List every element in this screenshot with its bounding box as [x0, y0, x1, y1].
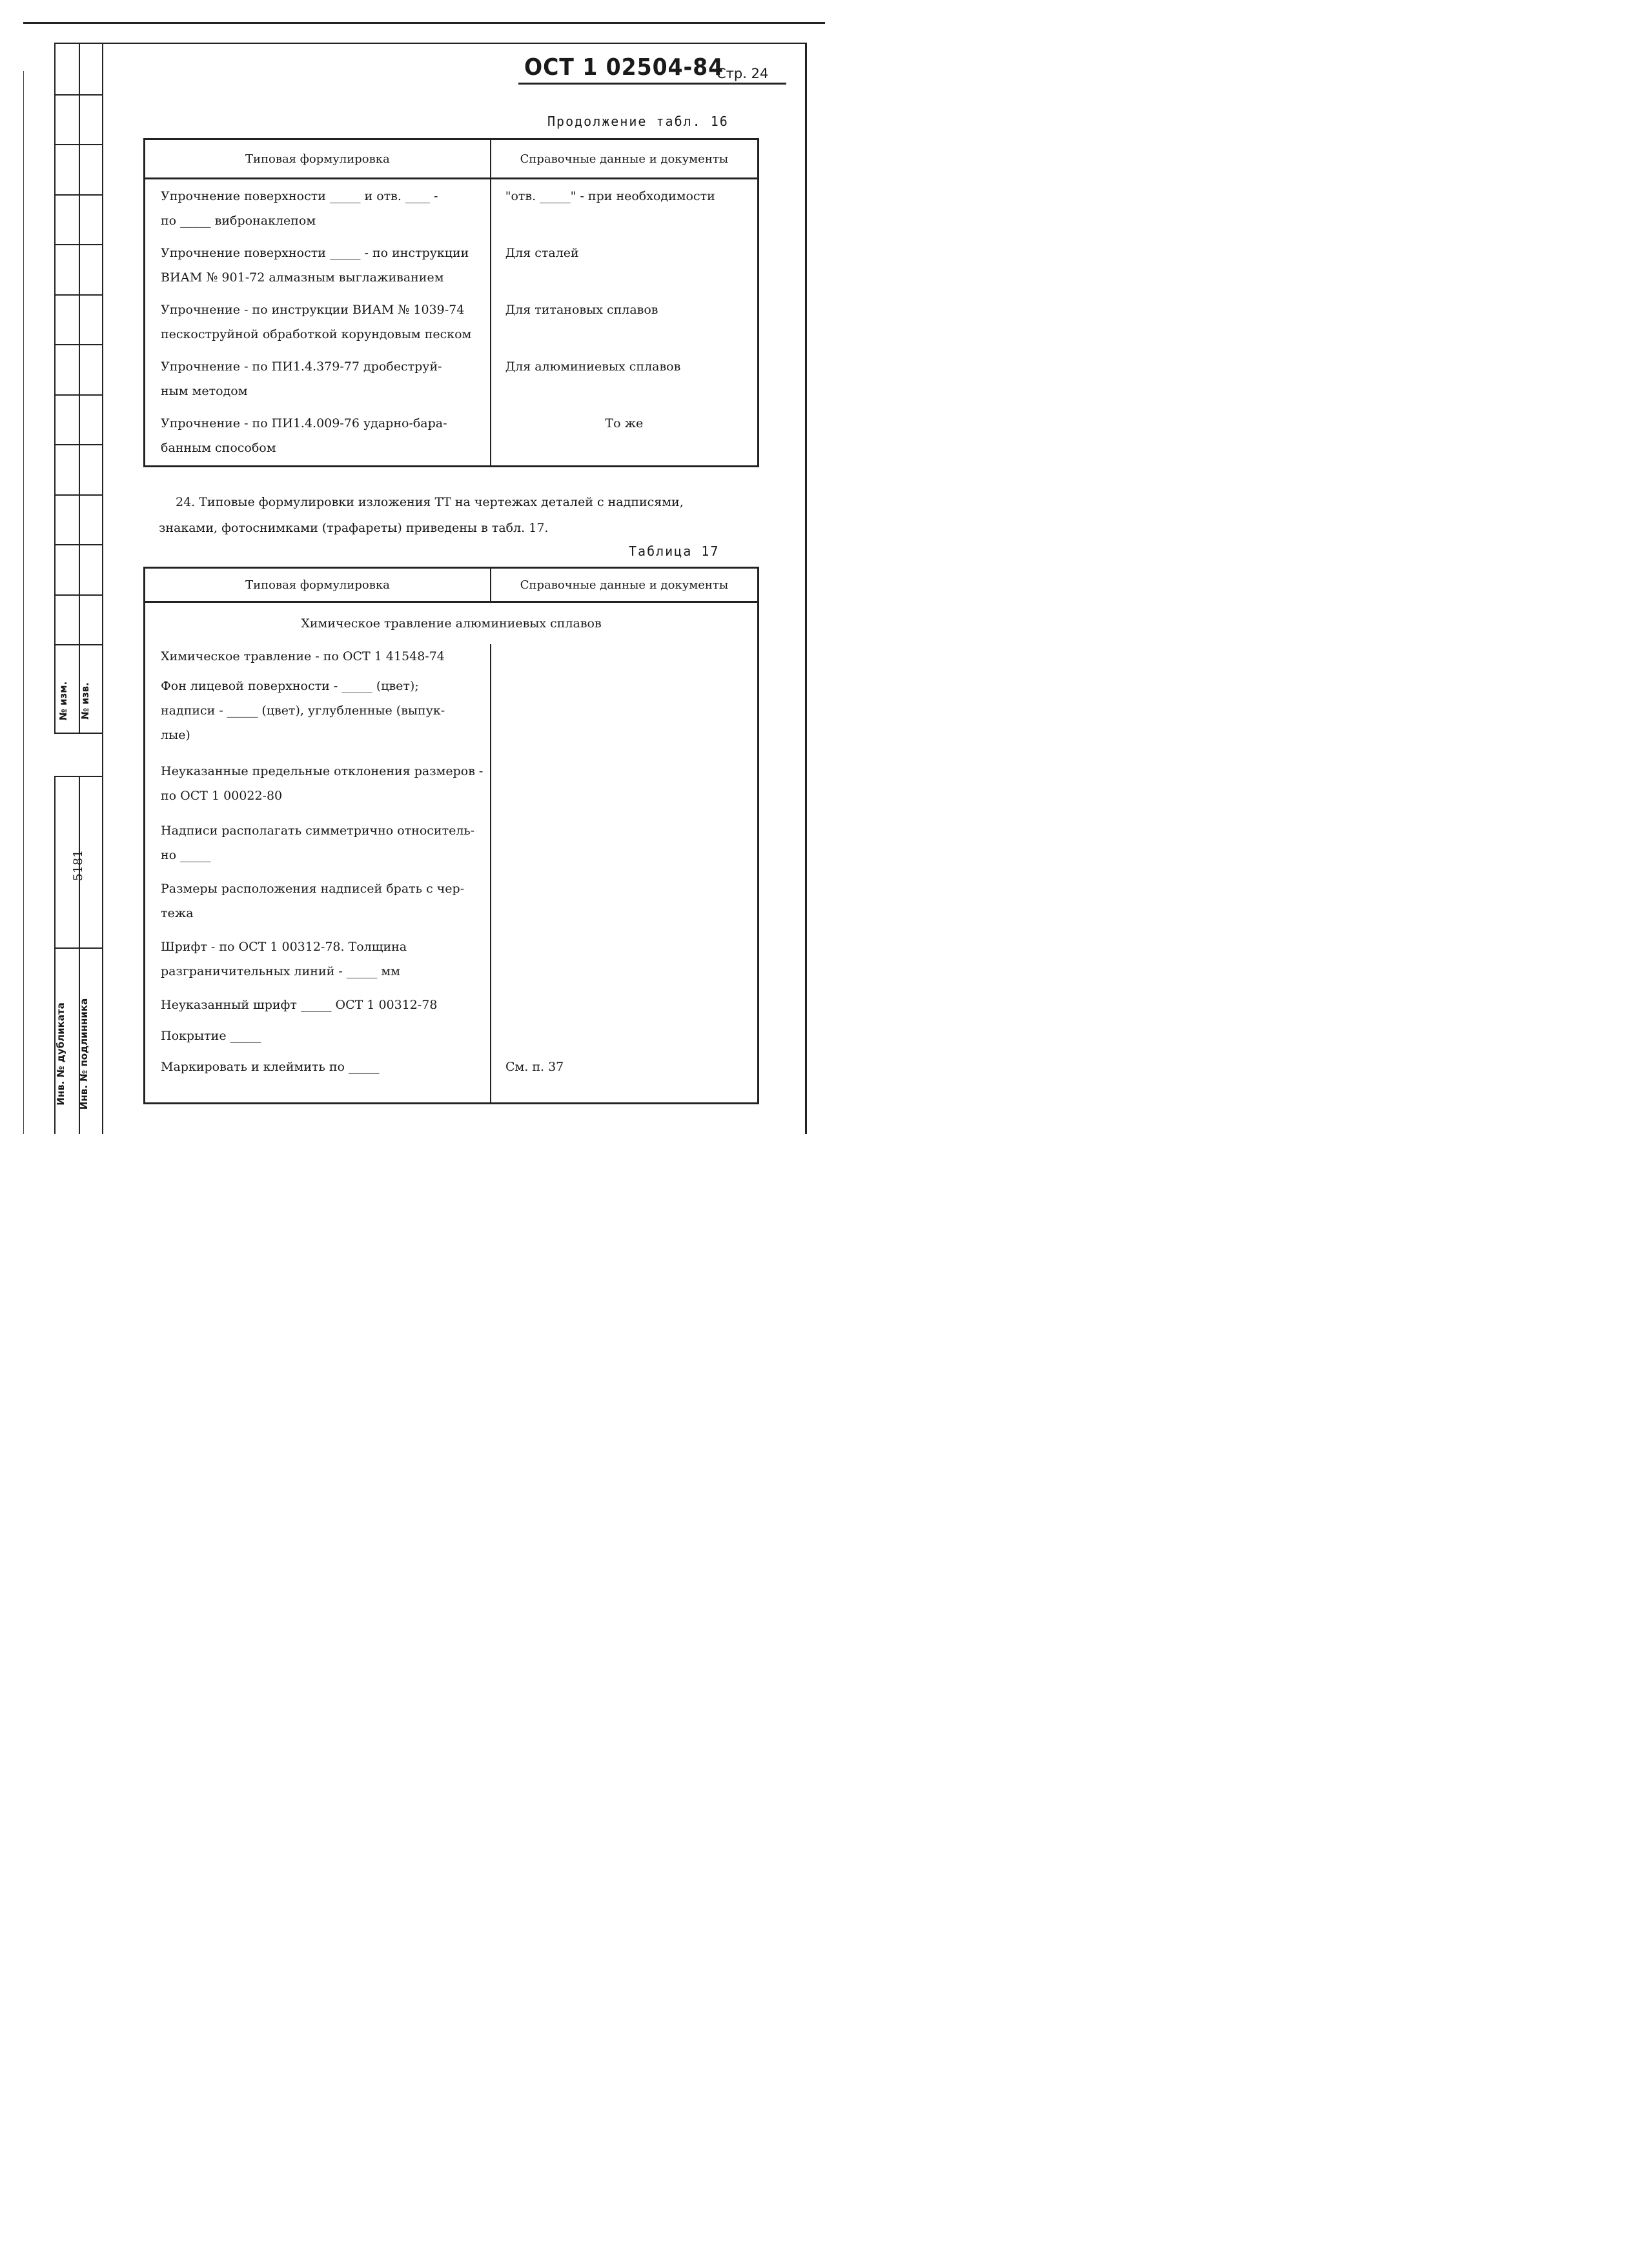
- formulation-line: Упрочнение - по ПИ1.4.009-76 ударно-бара-: [161, 416, 447, 430]
- table-row: [145, 1024, 759, 1055]
- strip-cell-line: [56, 594, 102, 596]
- table-row: [145, 1055, 759, 1104]
- paragraph-24-line2: знаками, фотоснимками (трафареты) приведены в табл. 17.: [159, 521, 549, 535]
- column-header: Справочные данные и документы: [491, 139, 759, 179]
- formulation-line: Неуказанный шрифт _____ ОСТ 1 00312-78: [161, 998, 438, 1012]
- formulation-line: Фон лицевой поверхности - _____ (цвет);: [161, 679, 419, 693]
- inv-dubl-label: Инв. № дубликата: [54, 1002, 66, 1106]
- formulation-line: Размеры расположения надписей брать с чер-: [161, 882, 465, 896]
- formulation-line: Химическое травление - по ОСТ 1 41548-74: [161, 649, 445, 663]
- strip-cell-line: [56, 94, 102, 96]
- strip-cell-line: [56, 194, 102, 196]
- table-row: [145, 876, 759, 935]
- inv-podl-label: Инв. № подлинника: [78, 998, 90, 1110]
- formulation-line: ВИАМ № 901-72 алмазным выглаживанием: [161, 270, 444, 285]
- formulation-line: ным методом: [161, 383, 248, 398]
- formulation-line: Упрочнение - по ПИ1.4.379-77 дробеструй-: [161, 359, 442, 374]
- izm-label: № изм.: [57, 681, 70, 721]
- table-row: [145, 354, 759, 411]
- section-title: Химическое травление алюминиевых сплавов: [301, 616, 602, 631]
- table-row: [145, 759, 759, 818]
- strip-cell-line: [56, 294, 102, 296]
- formulation-line: Маркировать и клеймить по _____: [161, 1060, 380, 1074]
- table-row: [145, 241, 759, 298]
- reference-text: То же: [605, 416, 644, 430]
- table-header-row: [145, 568, 759, 602]
- table-row: [145, 818, 759, 876]
- formulation-line: по _____ вибронаклепом: [161, 213, 316, 228]
- reference-text: Для сталей: [505, 245, 579, 260]
- reference-text: "отв. _____" - при необходимости: [505, 188, 715, 203]
- inv-number: 5181: [71, 849, 86, 882]
- izv-label: № изв.: [79, 682, 91, 720]
- table-row: [145, 993, 759, 1024]
- table-row: [145, 644, 759, 674]
- strip-cell-line: [56, 494, 102, 496]
- strip-cell-line: [56, 644, 102, 645]
- margin-strip-upper: [54, 43, 103, 734]
- strip-cell-line: [56, 394, 102, 396]
- header-underline: [518, 83, 786, 85]
- formulation-line: Упрочнение - по инструкции ВИАМ № 1039-74: [161, 302, 465, 317]
- table17-caption: Таблица 17: [629, 543, 720, 559]
- strip-cell-line: [56, 544, 102, 545]
- table-row: [145, 935, 759, 993]
- table-row: [145, 411, 759, 467]
- formulation-line: банным способом: [161, 440, 276, 455]
- table-row: [145, 674, 759, 759]
- formulation-line: Упрочнение поверхности _____ и отв. ____ -: [161, 188, 438, 203]
- formulation-line: Неуказанные предельные отклонения размеров -: [161, 764, 484, 778]
- formulation-line: Шрифт - по ОСТ 1 00312-78. Толщина: [161, 940, 407, 954]
- strip-cell-line: [56, 947, 102, 949]
- formulation-line: Покрытие _____: [161, 1029, 261, 1043]
- formulation-line: Надписи располагать симметрично относитель-: [161, 824, 475, 838]
- column-header: Типовая формулировка: [145, 139, 491, 179]
- reference-text: См. п. 37: [505, 1060, 564, 1074]
- table-row: [145, 298, 759, 354]
- reference-text: Для алюминиевых сплавов: [505, 359, 681, 374]
- reference-text: Для титановых сплавов: [505, 302, 658, 317]
- page-edge-line: [23, 71, 24, 1134]
- formulation-line: Упрочнение поверхности _____ - по инструкции: [161, 245, 469, 260]
- margin-strip-lower: [54, 776, 103, 1134]
- formulation-line: тежа: [161, 906, 194, 920]
- column-header: Справочные данные и документы: [491, 568, 759, 602]
- section-row: [145, 602, 759, 645]
- strip-cell-line: [56, 344, 102, 345]
- table-16: [143, 138, 759, 467]
- paragraph-24-line1: 24. Типовые формулировки изложения ТТ на чертежах деталей с надписями,: [176, 495, 684, 509]
- strip-cell-line: [56, 444, 102, 445]
- strip-cell-line: [56, 244, 102, 245]
- document-code: ОСТ 1 02504-84: [524, 54, 724, 81]
- formulation-line: разграничительных линий - _____ мм: [161, 964, 400, 978]
- top-rule: [23, 22, 825, 24]
- formulation-line: надписи - _____ (цвет), углубленные (выпук-: [161, 704, 445, 718]
- formulation-line: пескоструйной обработкой корундовым песком: [161, 327, 472, 341]
- column-header: Типовая формулировка: [145, 568, 491, 602]
- table-row: [145, 184, 759, 241]
- formulation-line: по ОСТ 1 00022-80: [161, 789, 283, 803]
- formulation-line: лые): [161, 728, 190, 742]
- strip-divider: [79, 44, 80, 733]
- formulation-line: но _____: [161, 848, 211, 862]
- table16-caption: Продолжение табл. 16: [547, 114, 729, 129]
- page-number: Стр. 24: [717, 66, 769, 81]
- table-17: [143, 567, 759, 1104]
- table-header-row: [145, 139, 759, 179]
- strip-cell-line: [56, 144, 102, 145]
